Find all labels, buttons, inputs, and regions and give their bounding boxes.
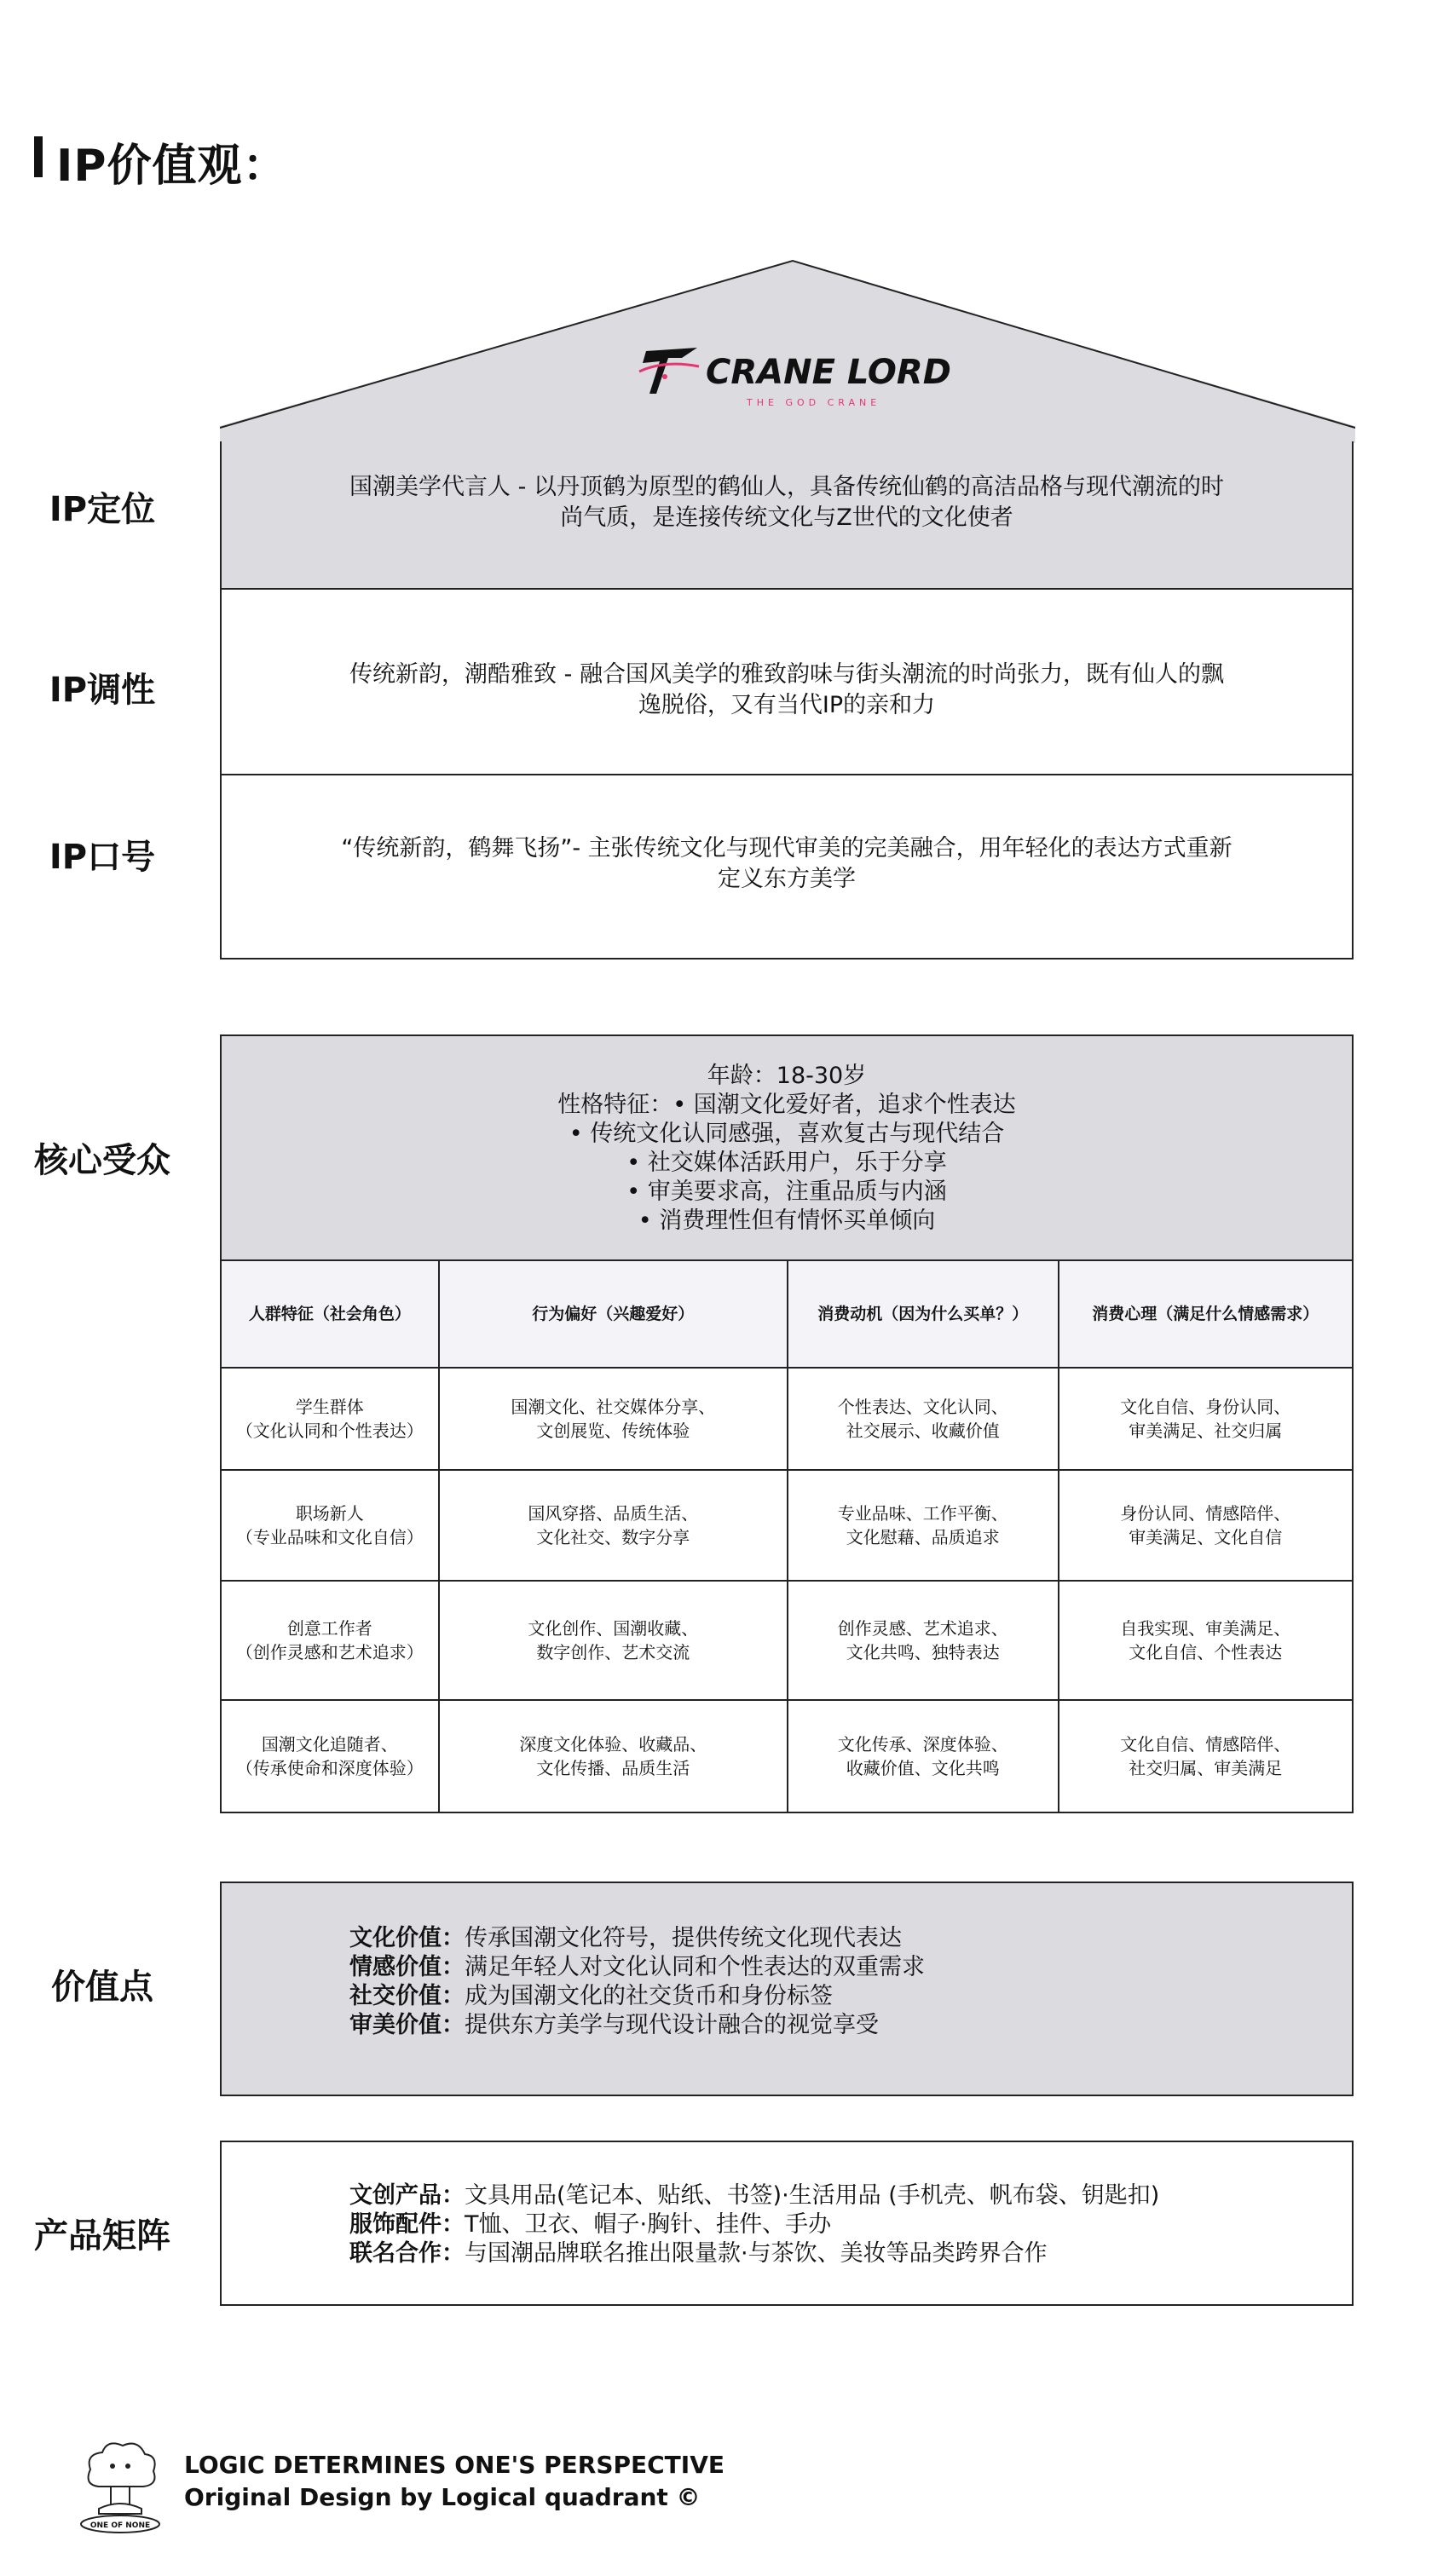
table-cell: 职场新人 （专业品味和文化自信） [221,1470,439,1581]
values-list [349,1924,925,2040]
value-text: 传承国潮文化符号，提供传统文化现代表达 [465,1925,902,1951]
values-label: 价值点 [51,1968,153,2007]
audience-summary-line: • 消费理性但有情怀买单倾向 [638,1207,936,1234]
table-row [221,1470,1353,1581]
table-cell: 学生群体 （文化认同和个性表达） [221,1368,439,1470]
value-item [349,1953,925,1982]
table-cell: 国潮文化、社交媒体分享、 文创展览、传统体验 [439,1368,788,1470]
table-row [221,1581,1353,1700]
value-text: 满足年轻人对文化认同和个性表达的双重需求 [465,1954,925,1980]
value-key: 审美价值： [349,2012,465,2038]
value-key: 文化价值： [349,1925,465,1951]
logo-wordmark: CRANE LORD [706,353,951,392]
ip-tone-box [220,588,1354,775]
table-cell: 国风穿搭、品质生活、 文化社交、数字分享 [439,1470,788,1581]
audience-summary-line: 性格特征：• 国潮文化爱好者，追求个性表达 [557,1092,1016,1118]
table-cell: 创意工作者 （创作灵感和艺术追求） [221,1581,439,1700]
value-text: 成为国潮文化的社交货币和身份标签 [465,1983,833,2009]
footer-credit: Original Design by Logical quadrant © [184,2483,701,2511]
table-row [221,1368,1353,1470]
ip-positioning-box [220,441,1354,590]
ip-positioning-text: 国潮美学代言人 - 以丹顶鹤为原型的鹤仙人，具备传统仙鹤的高洁品格与现代潮流的时尚气质，是连接传统文化与Z世代的文化使者 [349,474,1224,531]
value-item [349,2011,925,2040]
crane-lord-logo [631,341,951,418]
product-key: 文创产品： [349,2182,465,2209]
footer-badge-text: ONE OF NONE [89,2521,151,2530]
logo-tagline: THE GOD CRANE [747,397,881,408]
column-header: 消费心理（满足什么情感需求） [1059,1260,1354,1368]
product-key: 联名合作： [349,2240,465,2267]
value-item [349,1982,925,2011]
ip-tone-text: 传统新韵，潮酷雅致 - 融合国风美学的雅致韵味与街头潮流的时尚张力，既有仙人的飘逸脱俗，又有当代IP的亲和力 [349,661,1224,718]
table-header-row [221,1260,1353,1368]
product-text: 与国潮品牌联名推出限量款·与茶饮、美妆等品类跨界合作 [465,2240,1048,2267]
page-title: IP价值观： [56,141,288,192]
value-key: 社交价值： [349,1983,465,2009]
product-key: 服饰配件： [349,2211,465,2238]
table-row [221,1700,1353,1812]
ip-slogan-text: “传统新韵，鹤舞飞扬”- 主张传统文化与现代审美的完美融合，用年轻化的表达方式重新定义东方美学 [341,835,1233,892]
audience-summary-line: • 社交媒体活跃用户，乐于分享 [626,1150,947,1176]
table-cell: 个性表达、文化认同、 社交展示、收藏价值 [788,1368,1059,1470]
value-item [349,1924,925,1953]
product-item [349,2239,1159,2268]
products-list [349,2181,1159,2268]
product-text: 文具用品(笔记本、贴纸、书签)·生活用品 (手机壳、帆布袋、钥匙扣) [465,2182,1160,2209]
products-label: 产品矩阵 [34,2216,170,2256]
table-cell: 文化创作、国潮收藏、 数字创作、艺术交流 [439,1581,788,1700]
table-cell: 深度文化体验、收藏品、 文化传播、品质生活 [439,1700,788,1812]
ip-slogan-label: IP口号 [49,838,156,877]
column-header: 消费动机（因为什么买单？） [788,1260,1059,1368]
table-cell: 国潮文化追随者、 （传承使命和深度体验） [221,1700,439,1812]
audience-label: 核心受众 [34,1141,170,1180]
table-cell: 文化自信、身份认同、 审美满足、社交归属 [1059,1368,1354,1470]
value-key: 情感价值： [349,1954,465,1980]
footer-tagline: LOGIC DETERMINES ONE'S PERSPECTIVE [184,2451,724,2479]
product-text: T恤、卫衣、帽子·胸针、挂件、手办 [465,2211,832,2238]
audience-summary-line: 年龄：18-30岁 [707,1063,867,1089]
value-text: 提供东方美学与现代设计融合的视觉享受 [465,2012,879,2038]
audience-table [220,1259,1354,1813]
column-header: 行为偏好（兴趣爱好） [439,1260,788,1368]
table-cell: 文化传承、深度体验、 收藏价值、文化共鸣 [788,1700,1059,1812]
ip-slogan-box [220,774,1354,960]
audience-summary-line: • 审美要求高，注重品质与内涵 [626,1179,947,1205]
table-cell: 专业品味、工作平衡、 文化慰藉、品质追求 [788,1470,1059,1581]
one-of-none-logo [73,2435,167,2538]
column-header: 人群特征（社会角色） [221,1260,439,1368]
ip-tone-label: IP调性 [49,671,156,710]
audience-summary-line: • 传统文化认同感强，喜欢复古与现代结合 [569,1121,1005,1147]
product-item [349,2210,1159,2239]
table-cell: 文化自信、情感陪伴、 社交归属、审美满足 [1059,1700,1354,1812]
product-item [349,2181,1159,2210]
table-cell: 创作灵感、艺术追求、 文化共鸣、独特表达 [788,1581,1059,1700]
ip-positioning-label: IP定位 [49,490,156,529]
audience-summary-box [220,1034,1354,1261]
table-cell: 自我实现、审美满足、 文化自信、个性表达 [1059,1581,1354,1700]
table-cell: 身份认同、情感陪伴、 审美满足、文化自信 [1059,1470,1354,1581]
